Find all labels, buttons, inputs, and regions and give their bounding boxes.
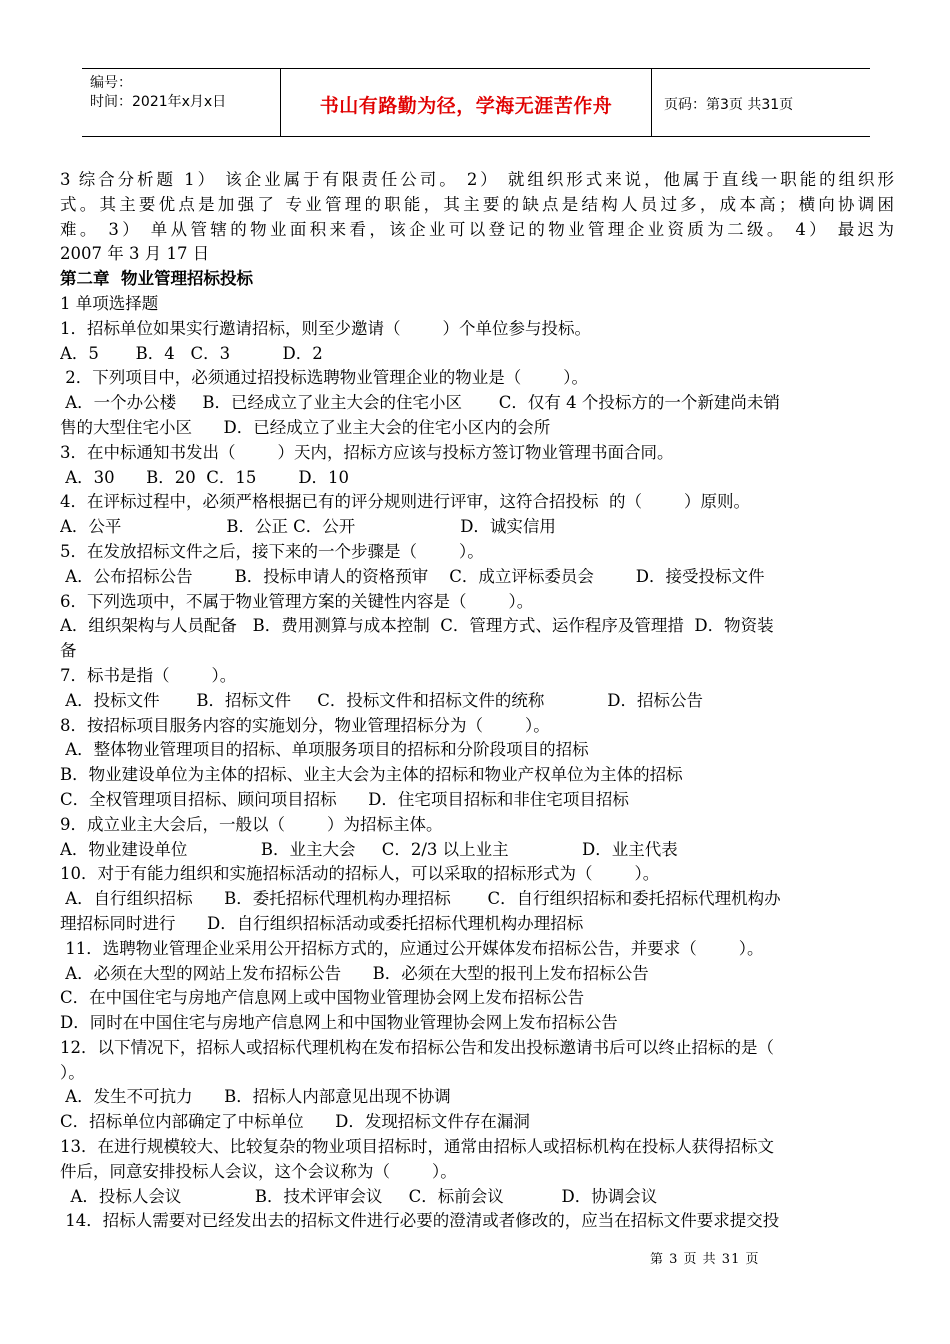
question-line: 4．在评标过程中，必须严格根据已有的评分规则进行评审，这符合招投标 的（ ）原则。 bbox=[60, 492, 750, 512]
document-header bbox=[82, 68, 870, 137]
option-line: D．同时在中国住宅与房地产信息网上和中国物业管理协会网上发布招标公告 bbox=[60, 1013, 618, 1033]
question-line: ）。 bbox=[60, 1062, 85, 1082]
header-motto-cell bbox=[281, 69, 652, 136]
question-line: 13．在进行规模较大、比较复杂的物业项目招标时，通常由招标人或招标机构在投标人获得招标文 bbox=[60, 1137, 774, 1157]
question-line: 3．在中标通知书发出（ ）天内，招标方应该与投标方签订物业管理书面合同。 bbox=[60, 442, 674, 462]
question-line: 7．标书是指（ ）。 bbox=[60, 665, 237, 685]
option-line: A．组织架构与人员配备 B．费用测算与成本控制 C．管理方式、运作程序及管理措 D．物资装 bbox=[60, 616, 774, 636]
option-line: A．自行组织招标 B．委托招标代理机构办理招标 C．自行组织招标和委托招标代理机构办 bbox=[60, 889, 781, 909]
doc-number-label: 编号： bbox=[90, 75, 132, 91]
question-line: 6．下列选项中，不属于物业管理方案的关键性内容是（ ）。 bbox=[60, 591, 534, 611]
question-line: 12．以下情况下，招标人或招标代理机构在发布招标公告和发出投标邀请书后可以终止招标的是（ bbox=[60, 1037, 774, 1057]
option-line: B．物业建设单位为主体的招标、业主大会为主体的招标和物业产权单位为主体的招标 bbox=[60, 765, 683, 785]
option-line: A．30 B．20 C．15 D．10 bbox=[60, 467, 350, 487]
header-motto: 书山有路勤为径，学海无涯苦作舟 bbox=[319, 95, 613, 117]
text-line: 2007 年 3 月 17 日 bbox=[60, 244, 210, 264]
option-line: A．物业建设单位 B．业主大会 C．2/3 以上业主 D．业主代表 bbox=[60, 839, 678, 859]
question-line: 10．对于有能力组织和实施招标活动的招标人，可以采取的招标形式为（ ）。 bbox=[60, 864, 660, 884]
option-line: A．投标文件 B．招标文件 C．投标文件和招标文件的统称 D．招标公告 bbox=[60, 690, 704, 710]
question-line: 14．招标人需要对已经发出去的招标文件进行必要的澄清或者修改的，应当在招标文件要求提交投 bbox=[60, 1211, 780, 1231]
header-info-cell bbox=[82, 69, 281, 136]
text-line: 3 综合分析题 1） 该企业属于有限责任公司。 2） 就组织形式来说，他属于直线一职能的组织形 bbox=[60, 170, 894, 189]
question-line: 11．选聘物业管理企业采用公开招标方式的，应通过公开媒体发布招标公告，并要求（ ）。 bbox=[60, 938, 764, 958]
question-line: 9．成立业主大会后，一般以（ ）为招标主体。 bbox=[60, 814, 443, 834]
header-page-label: 页码：第3页 共31页 bbox=[664, 97, 794, 113]
option-line: A．必须在大型的网站上发布招标公告 B．必须在大型的报刊上发布招标公告 bbox=[60, 963, 649, 983]
chapter-heading: 第二章 物业管理招标投标 bbox=[60, 269, 253, 289]
option-line: A．公平 B．公正 C．公开 D．诚实信用 bbox=[60, 517, 556, 537]
doc-date-label: 时间：2021年x月x日 bbox=[90, 94, 227, 110]
option-line: C．全权管理项目招标、顾问项目招标 D．住宅项目招标和非住宅项目招标 bbox=[60, 789, 629, 809]
question-line: 8．按招标项目服务内容的实施划分，物业管理招标分为（ ）。 bbox=[60, 715, 550, 735]
option-line: A．公布招标公告 B．投标申请人的资格预审 C．成立评标委员会 D．接受投标文件 bbox=[60, 566, 765, 586]
option-line: A．发生不可抗力 B．招标人内部意见出现不协调 bbox=[60, 1087, 451, 1107]
question-line: 件后，同意安排投标人会议，这个会议称为（ ）。 bbox=[60, 1161, 457, 1181]
question-line: 2．下列项目中，必须通过招投标选聘物业管理企业的物业是（ ）。 bbox=[60, 368, 588, 388]
question-line: 5．在发放招标文件之后，接下来的一个步骤是（ ）。 bbox=[60, 541, 484, 561]
option-line: 售的大型住宅小区 D．已经成立了业主大会的住宅小区内的会所 bbox=[60, 417, 551, 437]
option-line: C．招标单位内部确定了中标单位 D．发现招标文件存在漏洞 bbox=[60, 1112, 530, 1132]
page-footer: 第 3 页 共 31 页 bbox=[650, 1252, 760, 1267]
option-line: 理招标同时进行 D．自行组织招标活动或委托招标代理机构办理招标 bbox=[60, 913, 584, 933]
option-line: A．整体物业管理项目的招标、单项服务项目的招标和分阶段项目的招标 bbox=[60, 740, 589, 760]
text-line: 难。 3） 单从管辖的物业面积来看，该企业可以登记的物业管理企业资质为二级。 4） 最迟为 bbox=[60, 219, 894, 239]
section-heading: 1 单项选择题 bbox=[60, 293, 159, 313]
option-line: C．在中国住宅与房地产信息网上或中国物业管理协会网上发布招标公告 bbox=[60, 988, 585, 1008]
option-line: A．一个办公楼 B．已经成立了业主大会的住宅小区 C．仅有 4 个投标方的一个新建尚未销 bbox=[60, 393, 780, 413]
document-body bbox=[60, 168, 894, 1234]
option-line: A．投标人会议 B．技术评审会议 C．标前会议 D．协调会议 bbox=[60, 1186, 658, 1206]
question-line: 1．招标单位如果实行邀请招标，则至少邀请（ ）个单位参与投标。 bbox=[60, 318, 591, 338]
option-line: 备 bbox=[60, 641, 77, 661]
text-line: 式。其主要优点是加强了 专业管理的职能，其主要的缺点是结构人员过多，成本高；横向协调困 bbox=[60, 194, 894, 214]
option-line: A．5 B．4 C．3 D．2 bbox=[60, 343, 323, 363]
